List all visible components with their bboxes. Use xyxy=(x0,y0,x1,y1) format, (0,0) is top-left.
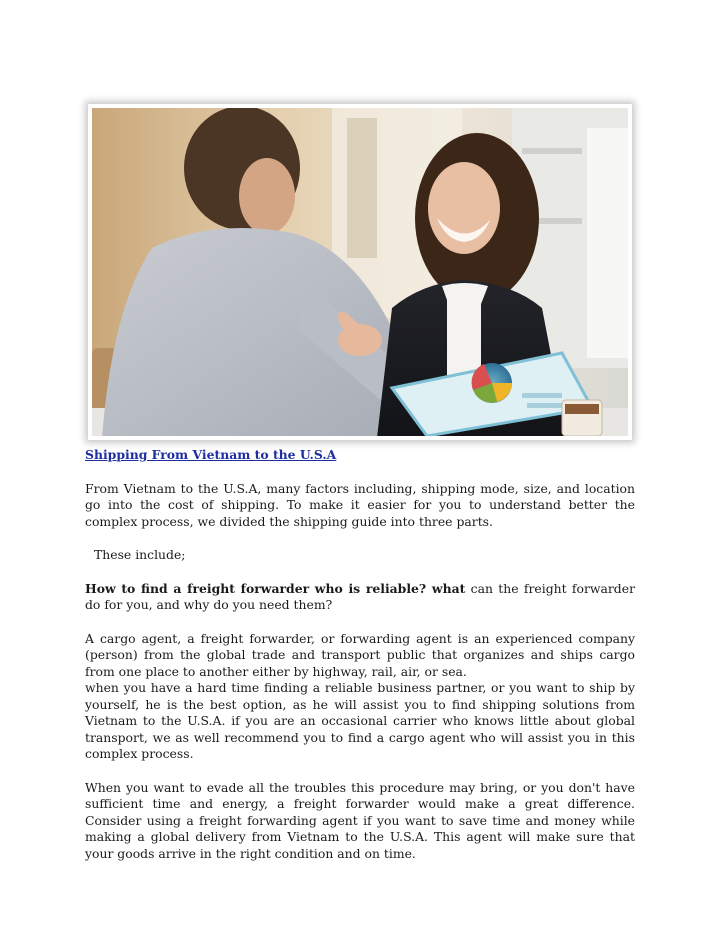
article-title-link[interactable]: Shipping From Vietnam to the U.S.A xyxy=(85,447,337,462)
troubles-paragraph: When you want to evade all the troubles this procedure may bring, or you don't have sufficient time and energy, a freight forwarder would make a great difference. Consider using a freight forwarding agent if you want to save time and money while making a global delivery from Vietnam to the U.S.A. This agent will make sure that your goods arrive in the right condition and on time. xyxy=(85,779,635,861)
business-meeting-photo xyxy=(92,108,628,436)
article-photo-frame xyxy=(88,104,632,440)
question-rest-text: can the freight forwarder do for you, and why do you need them? xyxy=(85,580,635,612)
question-paragraph xyxy=(85,581,635,614)
intro-paragraph: From Vietnam to the U.S.A, many factors including, shipping mode, size, and location go into the cost of shipping. To make it easier for you to understand better the complex process, we divided the shipping guide into three parts. xyxy=(85,480,635,529)
partner-paragraph: when you have a hard time finding a reliable business partner, or you want to ship by yourself, he is the best option, as he will assist you to find shipping solutions from Vietnam to the U.S.A. if you are an occasional carrier who knows little about global transport, we as well recommend you to find a cargo agent who will assist you in this complex process. xyxy=(85,680,635,761)
agent-paragraph: A cargo agent, a freight forwarder, or forwarding agent is an experienced company (person) from the global trade and transport public that organizes and ships cargo from one place to another either by highway, rail, air, or sea. xyxy=(85,630,635,679)
article-body xyxy=(85,446,635,862)
question-bold-text: How to find a freight forwarder who is reliable? what xyxy=(85,580,466,596)
these-include-text: These include; xyxy=(94,547,186,562)
